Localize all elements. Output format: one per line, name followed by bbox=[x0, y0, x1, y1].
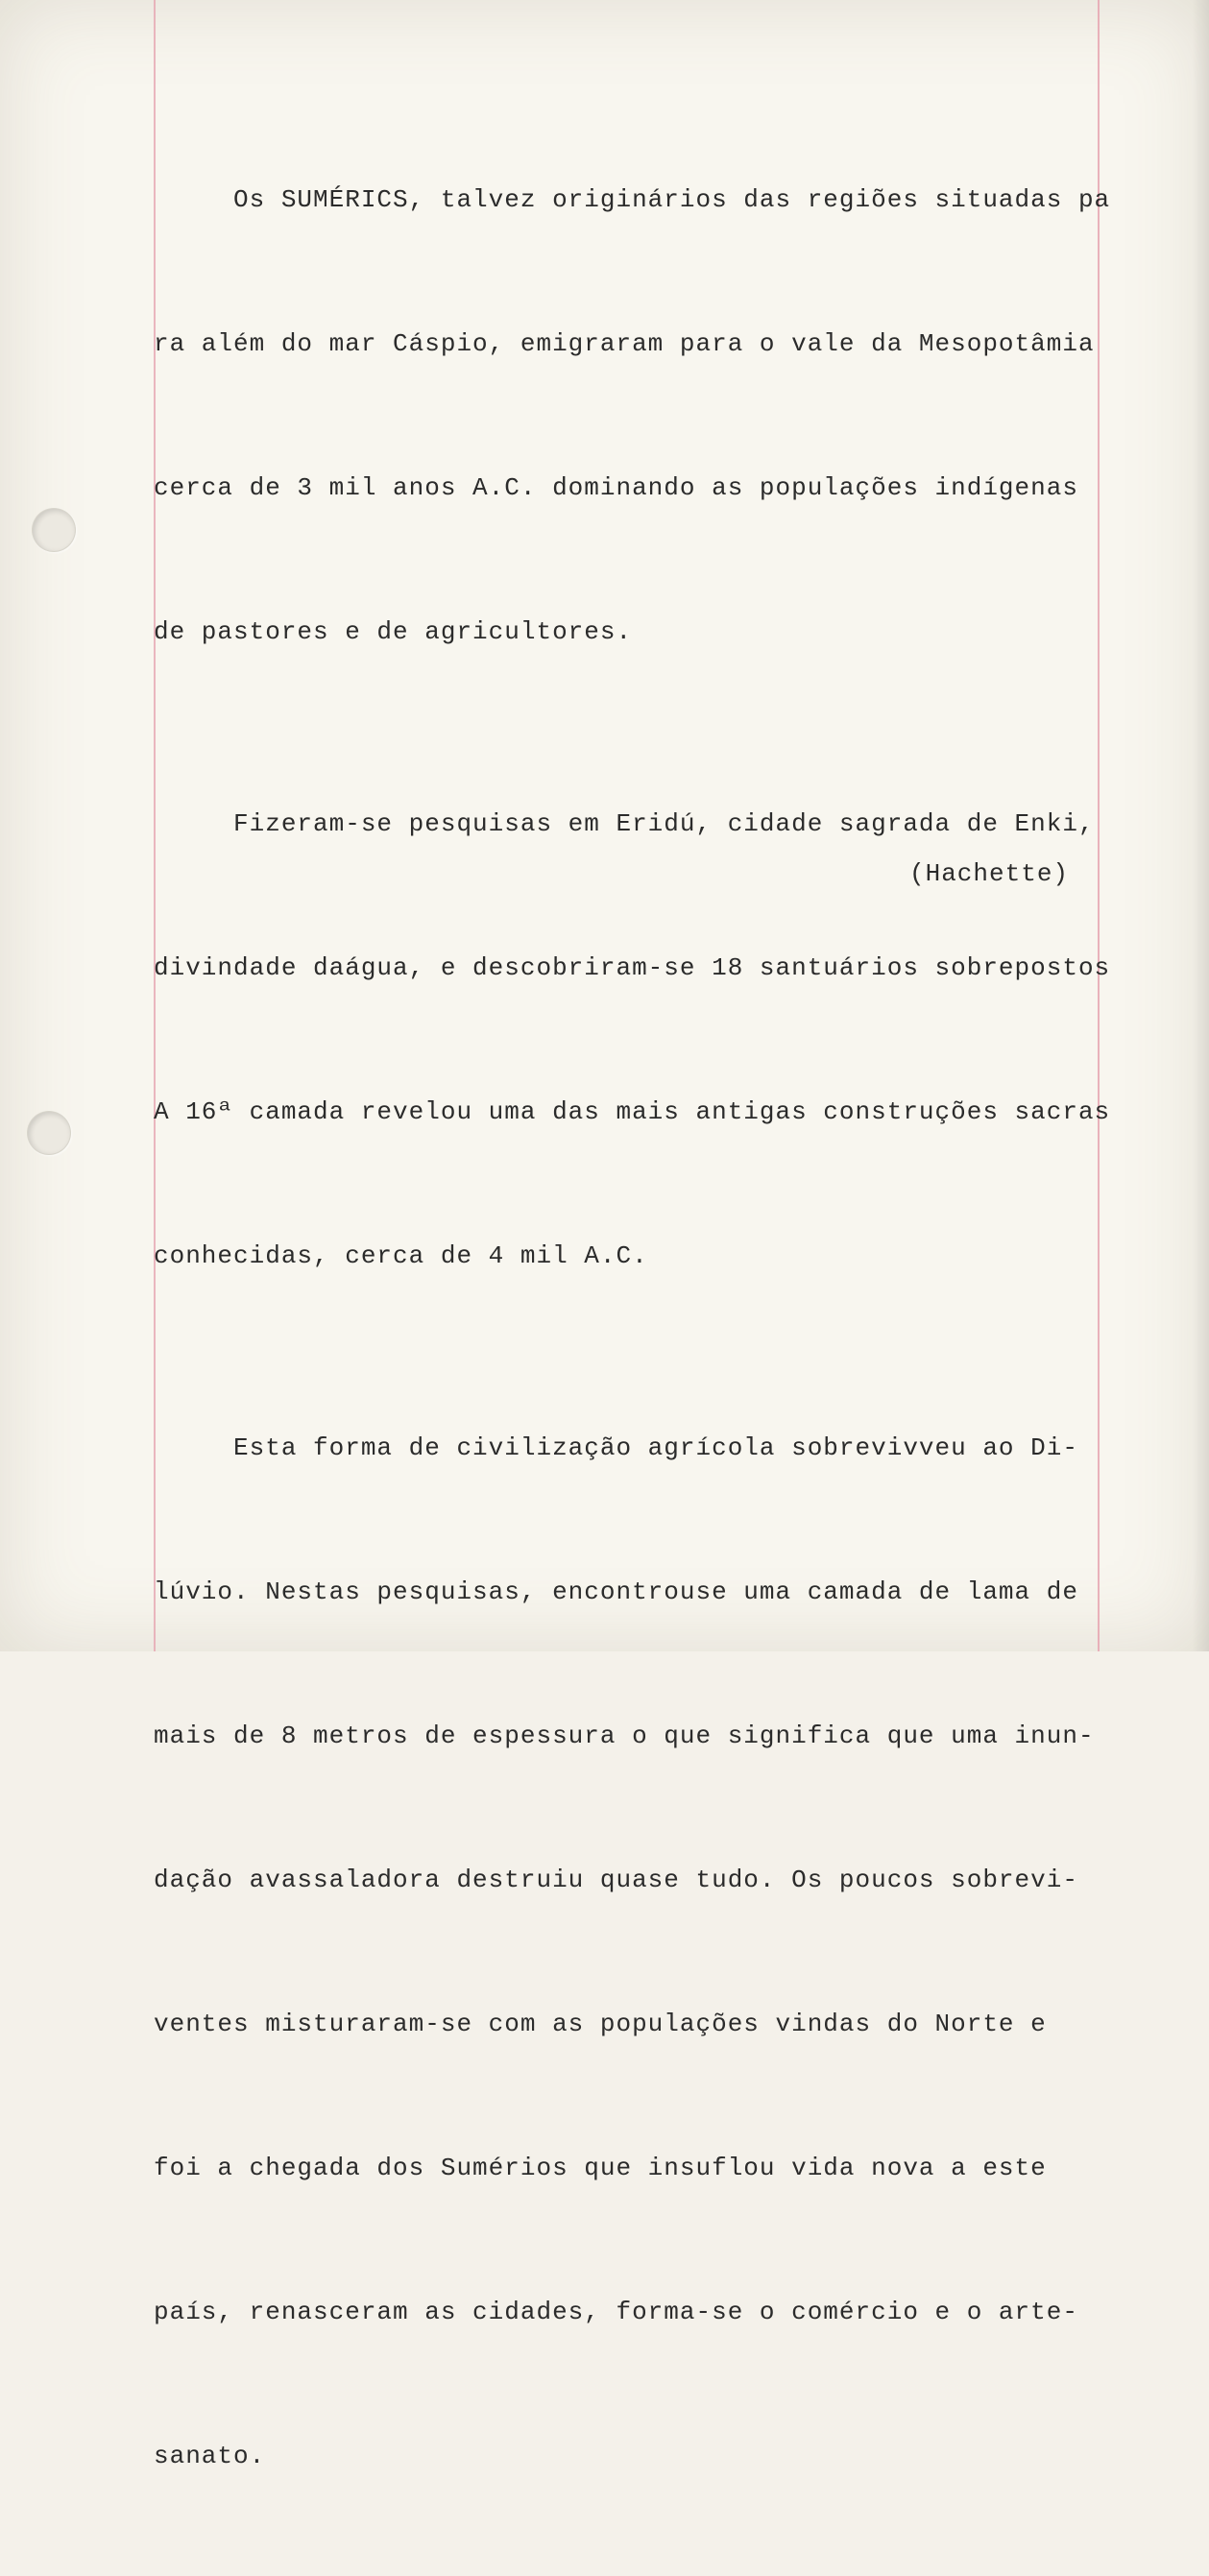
paragraph-2-line-4: conhecidas, cerca de 4 mil A.C. bbox=[154, 1241, 648, 1270]
punch-hole-top bbox=[32, 508, 76, 552]
source-citation: (Hachette) bbox=[909, 859, 1070, 888]
punch-hole-bottom bbox=[27, 1111, 71, 1155]
paragraph-1-line-2: ra além do mar Cáspio, emigraram para o vale da Mesopotâmia bbox=[154, 329, 1095, 358]
paragraph-1-line-1: Os SUMÉRICS, talvez originários das regiões situadas pa bbox=[154, 185, 1111, 214]
paragraph-3-line-2: lúvio. Nestas pesquisas, encontrouse uma camada de lama de bbox=[154, 1577, 1078, 1606]
paragraph-3-line-5: ventes misturaram-se com as populações vindas do Norte e bbox=[154, 2010, 1047, 2038]
paragraph-3-line-3: mais de 8 metros de espessura o que significa que uma inun- bbox=[154, 1721, 1095, 1750]
paragraph-2-line-3: A 16ª camada revelou uma das mais antigas construções sacras bbox=[154, 1097, 1111, 1126]
paragraph-1-line-4: de pastores e de agricultores. bbox=[154, 617, 633, 646]
document-text bbox=[154, 80, 1196, 2576]
paragraph-3-line-7: país, renasceram as cidades, forma-se o comércio e o arte- bbox=[154, 2298, 1078, 2326]
paragraph-3-line-8: sanato. bbox=[154, 2442, 266, 2470]
paragraph-2-line-2: divindade daágua, e descobriram-se 18 santuários sobrepostos bbox=[154, 953, 1111, 982]
paragraph-3-line-4: dação avassaladora destruiu quase tudo. Os poucos sobrevi- bbox=[154, 1866, 1078, 1894]
paragraph-3-line-1: Esta forma de civilização agrícola sobrevivveu ao Di- bbox=[154, 1433, 1078, 1462]
paragraph-1-line-3: cerca de 3 mil anos A.C. dominando as populações indígenas bbox=[154, 473, 1078, 502]
paragraph-2-line-1: Fizeram-se pesquisas em Eridú, cidade sagrada de Enki, bbox=[154, 809, 1095, 838]
paragraph-3-line-6: foi a chegada dos Sumérios que insuflou vida nova a este bbox=[154, 2154, 1047, 2182]
